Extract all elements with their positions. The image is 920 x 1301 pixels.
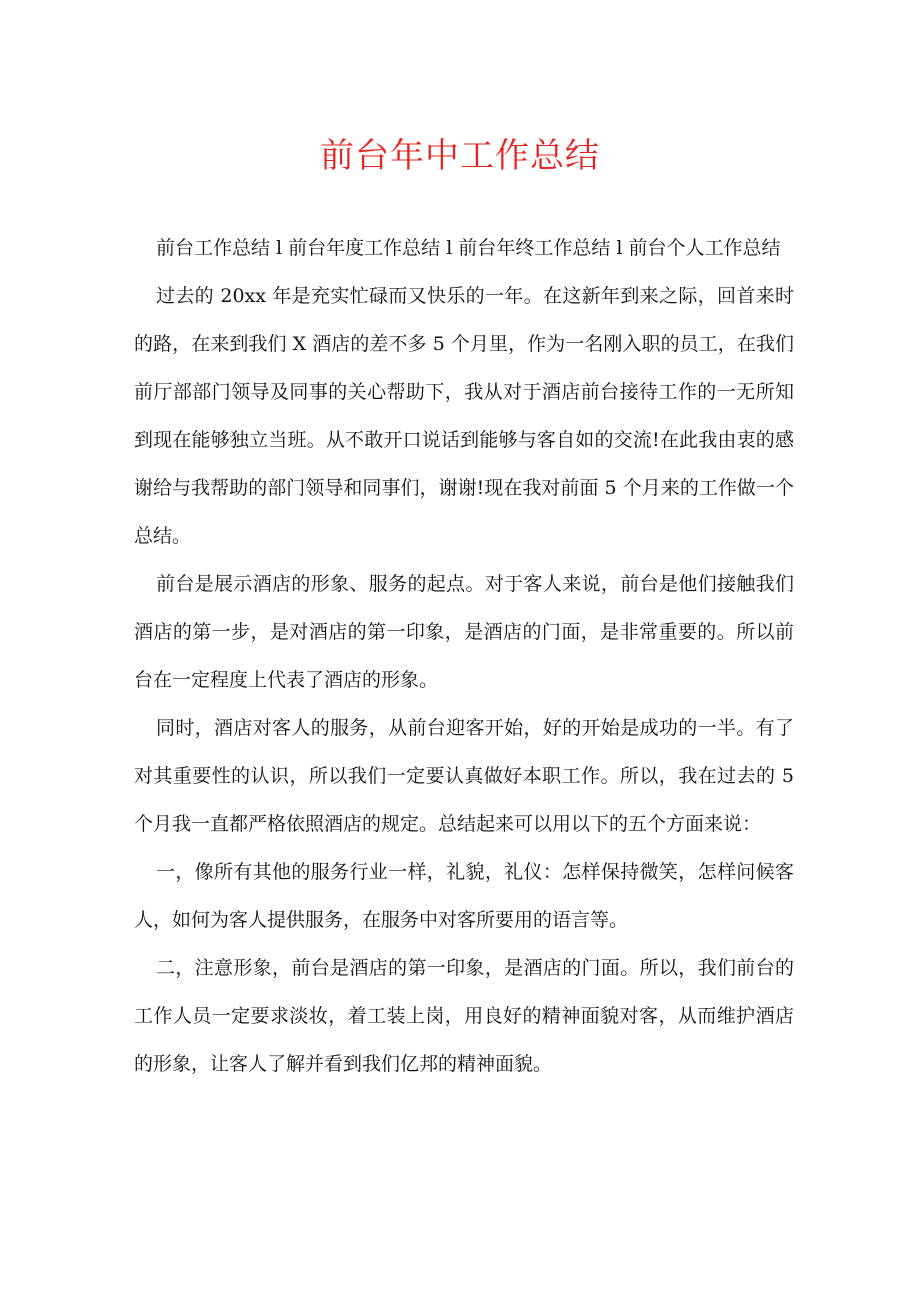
paragraph-front-desk-role: 前台是展示酒店的形象、服务的起点。对于客人来说，前台是他们接触我们酒店的第一步，是对酒店的第一印象，是酒店的门面，是非常重要的。所以前台在一定程度上代表了酒店的形象。 [134,573,794,691]
document-title: 前台年中工作总结 [320,136,600,176]
paragraph-intro: 过去的 20xx 年是充实忙碌而又快乐的一年。在这新年到来之际，回首来时的路，在来到我们 X 酒店的差不多 5 个月里，作为一名刚入职的员工，在我们前厅部部门领导及同事的关心帮助下，我从对于酒店前台接待工作的一无所知到现在能够独立当班。从不敢开口说话到能够与客自如的交流!在此我由衷的感谢给与我帮助的部门领导和同事们，谢谢!现在我对前面 5 个月来的工作做一个总结。 [134,285,794,547]
paragraph-point-one: 一，像所有其他的服务行业一样，礼貌，礼仪：怎样保持微笑，怎样问候客人，如何为客人提供服务，在服务中对客所要用的语言等。 [134,861,794,931]
paragraph-links: 前台工作总结 l 前台年度工作总结 l 前台年终工作总结 l 前台个人工作总结 [156,237,781,259]
paragraph-service-start: 同时，酒店对客人的服务，从前台迎客开始，好的开始是成功的一半。有了对其重要性的认识，所以我们一定要认真做好本职工作。所以，我在过去的 5 个月我一直都严格依照酒店的规定。总结起来可以用以下的五个方面来说： [134,717,794,835]
paragraph-point-two: 二，注意形象，前台是酒店的第一印象，是酒店的门面。所以，我们前台的工作人员一定要求淡妆，着工装上岗，用良好的精神面貌对客，从而维护酒店的形象，让客人了解并看到我们亿邦的精神面貌。 [134,957,794,1075]
document-body [134,224,794,1088]
